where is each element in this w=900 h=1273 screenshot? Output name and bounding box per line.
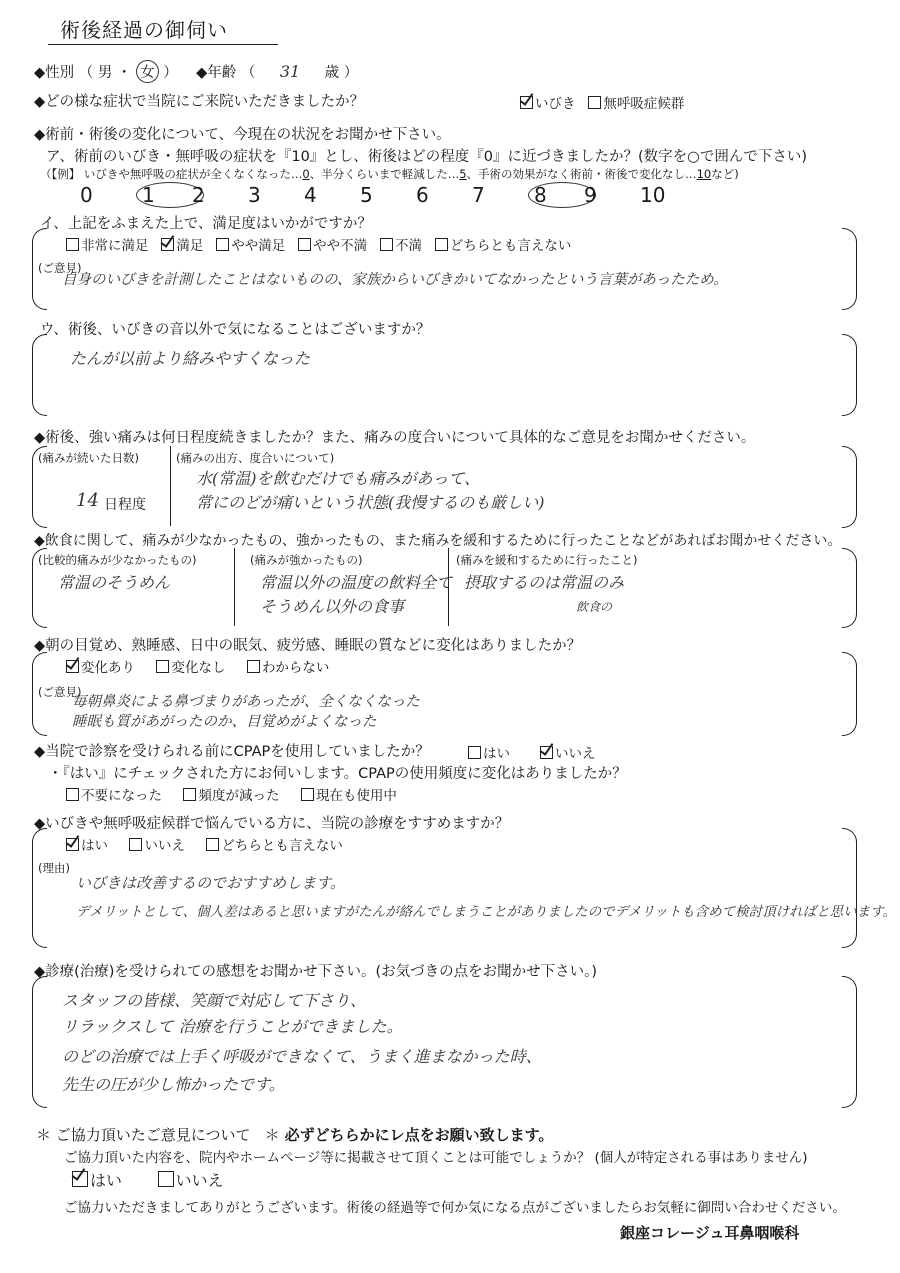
thanks-message: ご協力いただきましてありがとうございます。術後の経過等で何か気になる点がございましたらお気軽に御問い合わせください。 [64, 1200, 846, 1216]
option-label: 現在も使用中 [315, 788, 397, 804]
scale-8-circled: 8 [528, 182, 596, 208]
consent-note: ＊ ご協力頂いたご意見について [36, 1126, 251, 1144]
scale-2[interactable]: 2 [192, 183, 205, 207]
pain-days-label: (痛みが続いた日数) [38, 451, 139, 465]
still-using-checkbox[interactable] [301, 788, 314, 801]
consent-options [72, 1168, 224, 1191]
option-label: はい [81, 838, 108, 854]
food-col2-line1[interactable]: 常温以外の温度の飲料全て [260, 573, 453, 592]
impression-line4[interactable]: 先生の圧が少し怖かったです。 [62, 1075, 285, 1094]
option-label: いいえ [555, 746, 596, 762]
food-col2-line2[interactable]: そうめん以外の食事 [260, 597, 405, 616]
consent-heading [36, 1124, 553, 1145]
example-value: 10 [696, 167, 712, 181]
title-underline [48, 44, 278, 45]
scale-5[interactable]: 5 [360, 183, 373, 207]
divider [234, 548, 235, 626]
option-label: 変化あり [81, 660, 135, 676]
satisfaction-question: イ、上記をふまえた上で、満足度はいかがですか？ [40, 216, 372, 232]
consent-yes-checkbox[interactable] [72, 1171, 88, 1187]
food-question: ◆飲食に関して、痛みが少なかったもの、強かったもの、また痛みを緩和するために行ったことなどがあればお聞かせください。 [34, 533, 842, 549]
change-question: ◆術前・術後の変化について、今現在の状況をお聞かせ下さい。 [34, 127, 451, 143]
example-text: （【例】 いびきや無呼吸の症状が全くなくなった… [40, 167, 303, 181]
consent-bold-note: 必ずどちらかにレ点をお願い致します。 [284, 1126, 554, 1144]
option-label: 変化なし [171, 660, 226, 676]
gender-male-option[interactable]: 男 [97, 65, 113, 81]
food-col3-value[interactable]: 摂取するのは常温のみ [464, 573, 625, 592]
unknown-checkbox[interactable] [247, 660, 260, 673]
option-label: いいえ [144, 838, 185, 854]
consent-no-checkbox[interactable] [158, 1171, 174, 1187]
impression-question: ◆診療(治療)を受けられての感想をお聞かせ下さい。(お気づきの点をお聞かせ下さい。) [34, 964, 598, 980]
option-label: 不満 [395, 238, 422, 254]
opinion-label: (ご意見) [38, 261, 82, 275]
gender-label: ◆性別 [34, 65, 75, 81]
option-label: やや不満 [313, 238, 368, 254]
option-label: いいえ [175, 1171, 224, 1190]
bracket-left [32, 334, 47, 416]
scale-9[interactable]: 9 [584, 183, 597, 207]
symptom-options [520, 92, 684, 112]
option-label: やや満足 [231, 238, 286, 254]
scale-3[interactable]: 3 [248, 183, 261, 207]
sleep-line1[interactable]: 毎朝鼻炎による鼻づまりがあったが、全くなくなった [72, 694, 420, 710]
scale-1-circled: 1 [136, 182, 204, 208]
option-label: 満足 [176, 238, 204, 254]
sleep-question: ◆朝の目覚め、熟睡感、日中の眠気、疲労感、睡眠の質などに変化はありましたか？ [34, 638, 582, 654]
option-label: 不要になった [81, 788, 162, 804]
scale-4[interactable]: 4 [304, 183, 317, 207]
consent-question: ご協力頂いた内容を、院内やホームページ等に掲載させて頂くことは可能でしょうか？ (個人が特定される事はありません) [64, 1150, 808, 1166]
scale-6[interactable]: 6 [416, 183, 429, 207]
bracket-left [32, 976, 47, 1108]
pain-days-unit: 日程度 [104, 497, 146, 513]
pain-degree-line1[interactable]: 水(常温)を飲むだけでも痛みがあって、 [196, 469, 481, 488]
pain-degree-line2[interactable]: 常にのどが痛いという状態(我慢するのも厳しい) [196, 493, 545, 512]
paren: （ [240, 65, 256, 81]
age-value[interactable]: 31 [279, 62, 301, 81]
page-title: 術後経過の御伺い [60, 18, 228, 42]
example-value: 0 [302, 167, 310, 181]
option-label: 頻度が減った [198, 788, 280, 804]
pain-question: ◆術後、強い痛みは何日程度続きましたか？また、痛みの度合いについて具体的なご意見をお聞かせください。 [34, 430, 756, 446]
separator-dot: ・ [116, 65, 132, 81]
divider [170, 446, 171, 526]
example-value: 5 [459, 167, 467, 181]
cpap-options [468, 742, 596, 762]
recommend-neither-checkbox[interactable] [206, 838, 219, 851]
paren: ） [163, 65, 178, 81]
cpap-frequency-options [66, 784, 397, 804]
bracket-right [842, 334, 857, 416]
paren: ） [343, 65, 359, 81]
impression-line1[interactable]: スタッフの皆様、笑顔で対応して下さり、 [62, 991, 367, 1010]
gender-row [34, 60, 358, 83]
neither-checkbox[interactable] [435, 238, 448, 251]
recommend-line1[interactable]: いびきは改善するのでおすすめします。 [76, 874, 345, 892]
change-subquestion: ア、術前のいびき・無呼吸の症状を『10』とし、術後はどの程度『0』に近づきましたか？(数字を○で囲んで下さい) [46, 149, 807, 165]
example-text: など) [711, 167, 739, 181]
opinion-label: (ご意見) [38, 685, 82, 699]
somewhat-satisfied-checkbox[interactable] [216, 238, 229, 251]
pain-degree-label: (痛みの出方、度合いについて) [176, 451, 335, 465]
apnea-checkbox[interactable] [588, 96, 601, 109]
example-text: 、手術の効果がなく術前・術後で変化なし… [466, 167, 697, 181]
food-col1-label: (比較的痛みが少なかったもの) [38, 553, 197, 567]
food-col2-label: (痛みが強かったもの) [250, 553, 363, 567]
unchanged-checkbox[interactable] [156, 660, 169, 673]
impression-line3[interactable]: のどの治療では上手く呼吸ができなくて、うまく進まなかった時、 [62, 1047, 542, 1066]
recommend-options [66, 834, 343, 854]
paren: （ [78, 65, 94, 81]
bracket-right [842, 976, 857, 1108]
recommend-question: ◆いびきや無呼吸症候群で悩んでいる方に、当院の診療をすすめますか？ [34, 816, 510, 832]
scale-7[interactable]: 7 [472, 183, 485, 207]
satisfaction-opinion[interactable]: 自身のいびきを計測したことはないものの、家族からいびきかいてなかったという言葉があったため。 [62, 272, 728, 288]
age-label: ◆年齢 [196, 65, 237, 81]
food-col3-label: (痛みを緩和するために行ったこと) [456, 553, 638, 567]
age-unit: 歳 [324, 65, 340, 81]
recommend-line2[interactable]: デメリットとして、個人差はあると思いますがたんが絡んでしまうことがありましたのでデメリットも含めて検討頂ければと思います。 [76, 904, 896, 920]
cpap-followup: ・『はい』にチェックされた方にお伺いします。CPAPの使用頻度に変化はありましたか？ [48, 766, 627, 782]
recommend-yes-checkbox[interactable] [66, 838, 79, 851]
scale-10[interactable]: 10 [640, 183, 666, 207]
snoring-checkbox[interactable] [520, 96, 533, 109]
option-label: はい [483, 746, 510, 762]
option-label: どちらとも言えない [449, 238, 572, 254]
cpap-question: ◆当院で診察を受けられる前にCPAPを使用していましたか？ [34, 744, 430, 760]
scale-8[interactable] [528, 182, 584, 208]
rating-scale [80, 182, 696, 208]
clinic-name: 銀座コレージュ耳鼻咽喉科 [620, 1224, 800, 1242]
dissatisfied-checkbox[interactable] [380, 238, 393, 251]
bracket-right [842, 652, 857, 736]
snoring-label: いびき [535, 96, 576, 112]
consent-star: ＊ [264, 1126, 280, 1144]
bracket-right [842, 446, 857, 528]
reason-label: (理由) [38, 861, 70, 875]
sleep-options [66, 656, 329, 676]
scale-0[interactable]: 0 [80, 183, 93, 207]
option-label: 非常に満足 [81, 238, 149, 254]
bracket-right [842, 548, 857, 628]
very-satisfied-checkbox[interactable] [66, 238, 79, 251]
food-col3-note[interactable]: 飲食の [576, 600, 613, 614]
bracket-right [842, 228, 857, 310]
gender-female-text: 女 [140, 65, 155, 81]
example-text: 、半分くらいまで軽減した… [309, 167, 460, 181]
bracket-right [842, 828, 857, 948]
symptom-question: ◆どの様な症状で当院にご来院いただきましたか？ [34, 94, 365, 110]
gender-female-option[interactable] [136, 60, 159, 83]
option-label: わからない [261, 660, 330, 676]
reduced-checkbox[interactable] [183, 788, 196, 801]
option-label: どちらとも言えない [221, 838, 343, 854]
no-longer-needed-checkbox[interactable] [66, 788, 79, 801]
cpap-no-checkbox[interactable] [540, 746, 553, 759]
bracket-left [32, 828, 47, 948]
sleep-line2[interactable]: 睡眠も質があがったのか、目覚めがよくなった [72, 714, 377, 730]
scale-1[interactable] [136, 182, 192, 208]
satisfaction-options [66, 234, 571, 254]
recommend-no-checkbox[interactable] [129, 838, 142, 851]
pain-days-value[interactable]: 14 [76, 490, 99, 511]
apnea-label: 無呼吸症候群 [603, 96, 685, 112]
other-question: ウ、術後、いびきの音以外で気になることはございますか？ [40, 322, 431, 338]
satisfied-checkbox[interactable] [161, 238, 174, 251]
cpap-yes-checkbox[interactable] [468, 746, 481, 759]
somewhat-dissatisfied-checkbox[interactable] [298, 238, 311, 251]
option-label: はい [90, 1171, 123, 1190]
food-col1-value[interactable]: 常温のそうめん [58, 573, 171, 592]
change-example [40, 166, 739, 182]
other-answer[interactable]: たんが以前より絡みやすくなった [70, 349, 311, 368]
impression-line2[interactable]: リラックスして 治療を行うことができました。 [62, 1017, 403, 1036]
changed-checkbox[interactable] [66, 660, 79, 673]
